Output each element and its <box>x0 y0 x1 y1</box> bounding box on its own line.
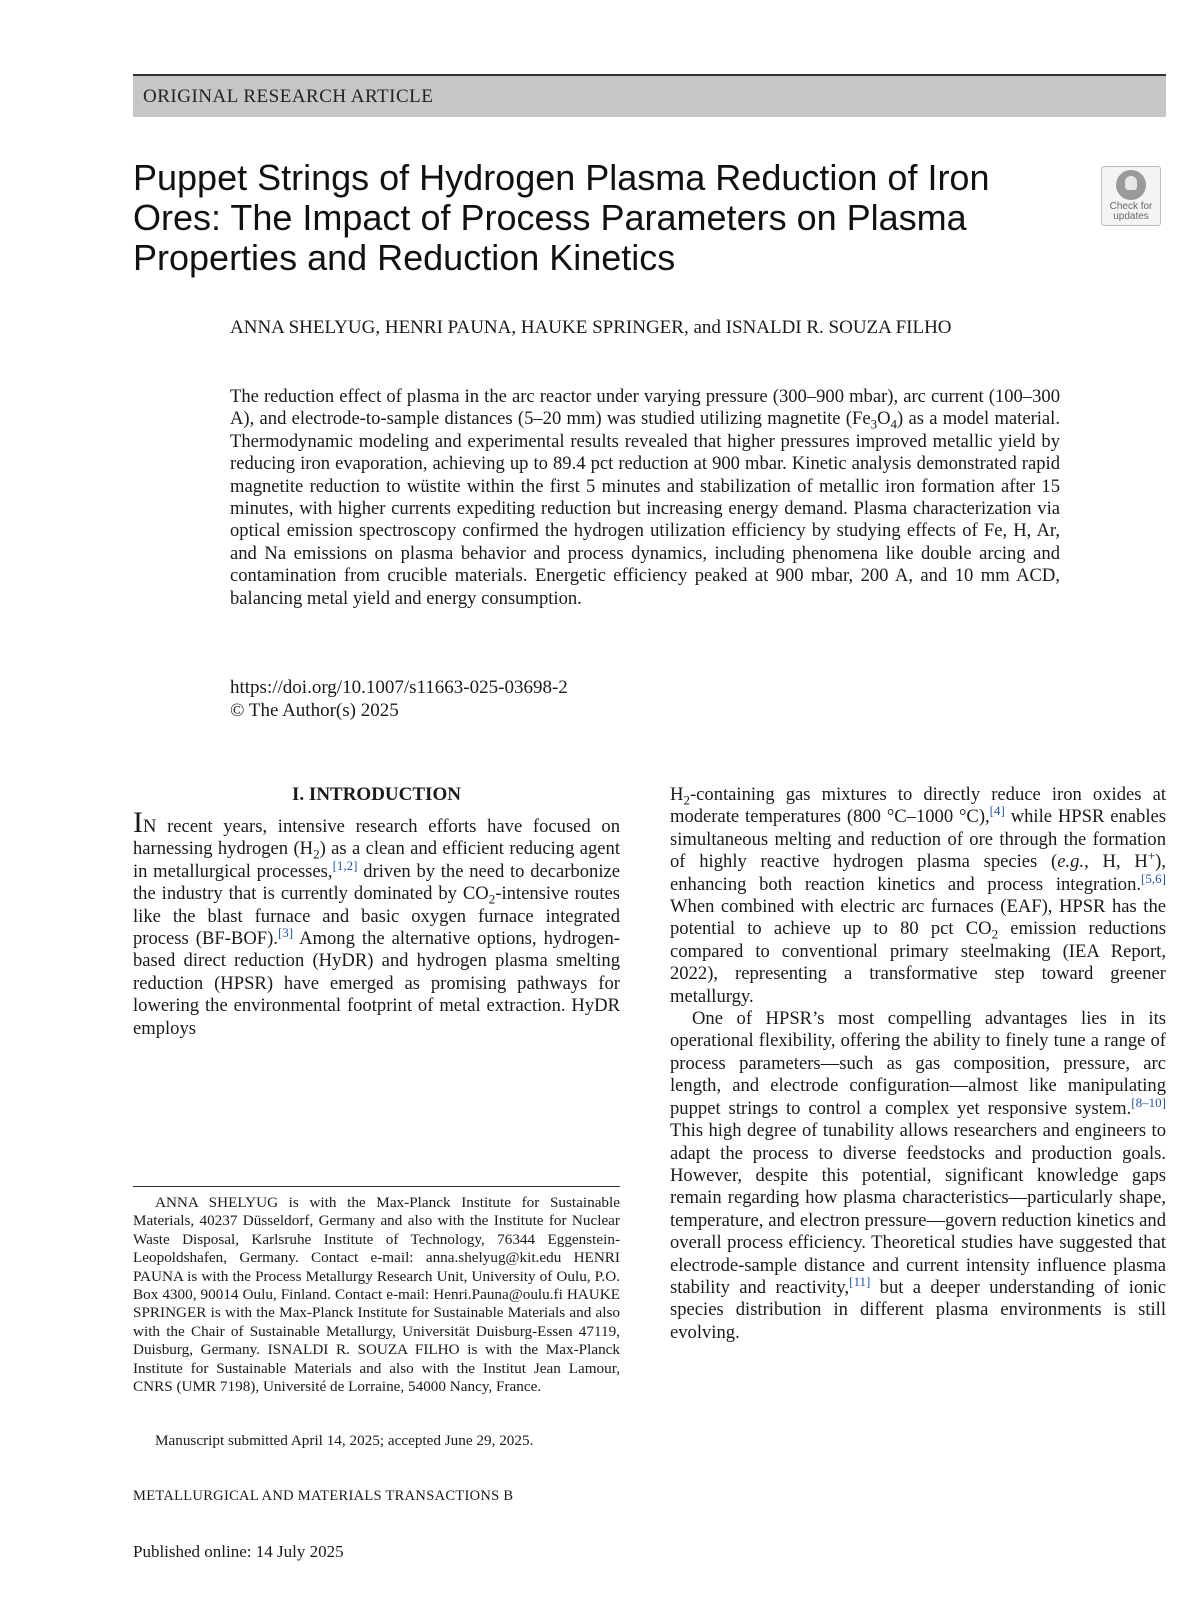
citation-4[interactable]: [4] <box>989 803 1005 819</box>
drop-cap: I <box>133 806 143 839</box>
manuscript-dates: Manuscript submitted April 14, 2025; accepted June 29, 2025. <box>155 1432 534 1449</box>
intro-paragraph-continued: $H_2$-containing gas mixtures to directly reduce iron oxides at moderate temperatures (800 °C–1000 °C),[4] while HPSR enables simultaneous melting and reduction of ore through the formation of highly reactive hydrogen plasma species (e.g., H, H+), enhancing both reaction kinetics and process integration.[5,6] When combined with electric arc furnaces (EAF), HPSR has the potential to achieve up to 80 pct $CO_2$ emission reductions compared to conventional primary steelmaking (IEA Report, 2022), representing a transformative step toward greener metallurgy. <box>670 784 1166 1007</box>
left-column <box>133 784 620 1040</box>
citation-5-6[interactable]: [5,6] <box>1141 870 1166 886</box>
author-affiliations: ANNA SHELYUG is with the Max-Planck Institute for Sustainable Materials, 40237 Düsseldorf, Germany and also with the Institute for Nuclear Waste Disposal, Karlsruhe Institute of Technology, 76344 Eggenstein-Leopoldshafen, Germany. Contact e-mail: anna.shelyug@kit.edu HENRI PAUNA is with the Process Metallurgy Research Unit, University of Oulu, P.O. Box 4300, 90014 Oulu, Finland. Contact e-mail: Henri.Pauna@oulu.fi HAUKE SPRINGER is with the Max-Planck Institute for Sustainable Materials and also with the Chair of Sustainable Metallurgy, Universität Duisburg-Essen 47119, Duisburg, Germany. ISNALDI R. SOUZA FILHO is with the Max-Planck Institute for Sustainable Materials and also with the Institut Jean Lamour, CNRS (UMR 7198), Université de Lorraine, 54000 Nancy, France. <box>133 1194 620 1396</box>
intro-paragraph: IN recent years, intensive research efforts have focused on harnessing hydrogen $(H_2)$ as a clean and efficient reducing agent in metallurgical processes,[1,2] driven by the need to decarbonize the industry that is currently dominated by $CO_2$-intensive routes like the blast furnace and basic oxygen furnace integrated process (BF-BOF).[3] Among the alternative options, hydrogen-based direct reduction (HyDR) and hydrogen plasma smelting reduction (HPSR) have emerged as promising pathways for lowering the environmental footprint of metal extraction. HyDR employs <box>133 806 620 1039</box>
citation-11[interactable]: [11] <box>849 1273 871 1289</box>
check-for-updates-badge[interactable] <box>1101 166 1161 226</box>
author-list: ANNA SHELYUG, HENRI PAUNA, HAUKE SPRINGER, and ISNALDI R. SOUZA FILHO <box>230 317 952 338</box>
article-type-band <box>133 76 1166 117</box>
intro-paragraph-2: One of HPSR’s most compelling advantages lies in its operational flexibility, offering the ability to finely tune a range of process parameters—such as gas composition, pressure, arc length, and electrode configuration—almost like manipulating puppet strings to control a complex yet responsive system.[8–10] This high degree of tunability allows researchers and engineers to adapt the process to diverse feedstocks and production goals. However, despite this potential, significant knowledge gaps remain regarding how plasma characteristics—particularly shape, temperature, and electron pressure—govern reduction kinetics and overall process efficiency. Theoretical studies have suggested that electrode-sample distance and current intensity influence plasma stability and reactivity,[11] but a deeper understanding of ionic species distribution in different plasma environments is still evolving. <box>670 1008 1166 1343</box>
citation-1-2[interactable]: [1,2] <box>332 857 358 873</box>
crossmark-icon <box>1116 170 1146 200</box>
section-heading-introduction: I. INTRODUCTION <box>292 784 461 805</box>
article-type: ORIGINAL RESEARCH ARTICLE <box>143 86 434 107</box>
citation-8-10[interactable]: [8–10] <box>1131 1094 1166 1110</box>
crossmark-label: Check for updates <box>1109 201 1153 222</box>
article-title: Puppet Strings of Hydrogen Plasma Reduction of Iron Ores: The Impact of Process Parameters on Plasma Properties and Reduction Kinetics <box>133 157 990 278</box>
abstract: The reduction effect of plasma in the arc reactor under varying pressure (300–900 mbar), arc current (100–300 A), and electrode-to-sample distances (5–20 mm) was studied utilizing magnetite $(Fe_3O_4)$ as a model material. Thermodynamic modeling and experimental results revealed that higher pressures improved metallic yield by reducing iron evaporation, achieving up to 89.4 pct reduction at 900 mbar. Kinetic analysis demonstrated rapid magnetite reduction to wüstite within the first 5 minutes and stabilization of metallic iron formation after 15 minutes, with higher currents expediting reduction but increasing energy demand. Plasma characterization via optical emission spectroscopy confirmed the hydrogen utilization efficiency by studying effects of Fe, H, Ar, and Na emissions on plasma behavior and process dynamics, including phenomena like double arcing and contamination from crucible materials. Energetic efficiency peaked at 900 mbar, 200 A, and 10 mm ACD, balancing metal yield and energy consumption. <box>230 386 1061 609</box>
doi-link[interactable]: https://doi.org/10.1007/s11663-025-03698-2 <box>230 677 568 698</box>
copyright: © The Author(s) 2025 <box>230 700 399 721</box>
published-date: Published online: 14 July 2025 <box>133 1542 344 1561</box>
citation-3[interactable]: [3] <box>277 924 294 940</box>
right-column <box>670 784 1166 1344</box>
footnote-rule <box>133 1186 620 1187</box>
journal-name: METALLURGICAL AND MATERIALS TRANSACTIONS B <box>133 1488 514 1504</box>
